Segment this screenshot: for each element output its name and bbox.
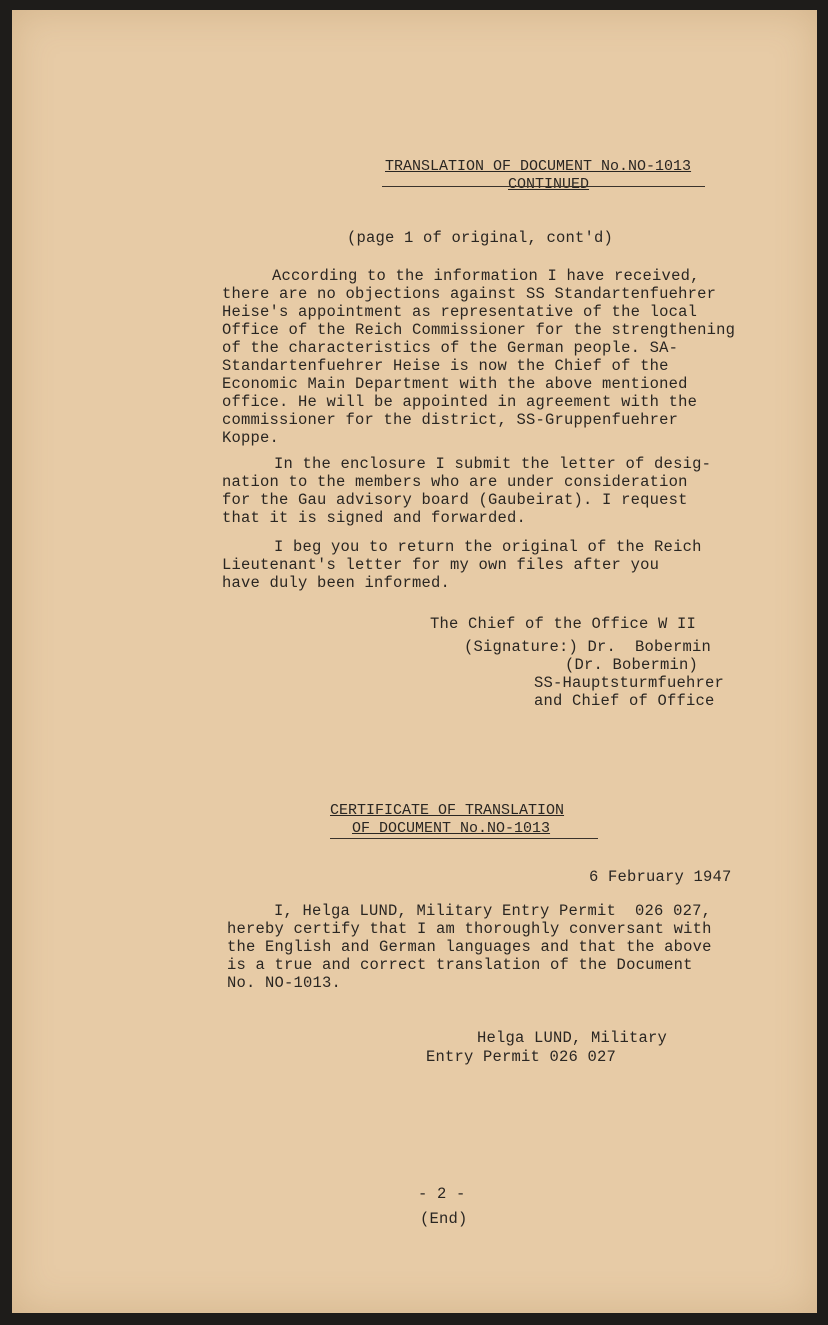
certificate-rule <box>330 838 598 839</box>
signature-name: (Dr. Bobermin) <box>565 656 699 674</box>
certificate-date: 6 February 1947 <box>589 868 732 886</box>
paragraph-2-line: In the enclosure I submit the letter of desig- <box>274 455 712 473</box>
paragraph-3-line: Lieutenant's letter for my own files after you <box>222 556 660 574</box>
signature-office: The Chief of the Office W II <box>430 615 697 633</box>
paragraph-1-line: office. He will be appointed in agreement with the <box>222 393 698 411</box>
signature-line: (Signature:) Dr. Bobermin <box>464 638 712 656</box>
certificate-text-line: I, Helga LUND, Military Entry Permit 026 027, <box>274 902 712 920</box>
translation-heading-line2: CONTINUED <box>508 176 590 193</box>
paragraph-1-line: According to the information I have received, <box>272 267 700 285</box>
page-number: - 2 - <box>418 1185 466 1203</box>
paragraph-1-line: there are no objections against SS Standartenfuehrer <box>222 285 717 303</box>
paragraph-3-line: have duly been informed. <box>222 574 451 592</box>
certificate-heading-line1: CERTIFICATE OF TRANSLATION <box>330 802 565 819</box>
certificate-signature-line1: Helga LUND, Military <box>477 1029 668 1047</box>
document-page <box>12 10 817 1313</box>
paragraph-1-line: Economic Main Department with the above mentioned <box>222 375 688 393</box>
paragraph-1-line: Office of the Reich Commissioner for the strengthening <box>222 321 736 339</box>
certificate-text-line: hereby certify that I am thoroughly conversant with <box>227 920 712 938</box>
paragraph-2-line: for the Gau advisory board (Gaubeirat). I request <box>222 491 688 509</box>
certificate-signature-line2: Entry Permit 026 027 <box>426 1048 617 1066</box>
paragraph-2-line: that it is signed and forwarded. <box>222 509 527 527</box>
translation-heading-line1: TRANSLATION OF DOCUMENT No.NO-1013 <box>385 158 692 175</box>
paragraph-1-line: commissioner for the district, SS-Gruppenfuehrer <box>222 411 679 429</box>
certificate-text-line: No. NO-1013. <box>227 974 342 992</box>
heading-rule <box>382 186 705 187</box>
paragraph-1-line: Heise's appointment as representative of the local <box>222 303 698 321</box>
certificate-heading-line2: OF DOCUMENT No.NO-1013 <box>352 820 551 837</box>
signature-rank: SS-Hauptsturmfuehrer <box>534 674 725 692</box>
paragraph-3-line: I beg you to return the original of the Reich <box>274 538 702 556</box>
paragraph-1-line: Standartenfuehrer Heise is now the Chief of the <box>222 357 669 375</box>
certificate-text-line: the English and German languages and that the above <box>227 938 712 956</box>
paragraph-2-line: nation to the members who are under consideration <box>222 473 688 491</box>
end-note: (End) <box>420 1210 468 1228</box>
certificate-text-line: is a true and correct translation of the Document <box>227 956 693 974</box>
signature-title: and Chief of Office <box>534 692 715 710</box>
paragraph-1-line: Koppe. <box>222 429 280 447</box>
paragraph-1-line: of the characteristics of the German people. SA- <box>222 339 679 357</box>
page-note: (page 1 of original, cont'd) <box>347 229 614 247</box>
